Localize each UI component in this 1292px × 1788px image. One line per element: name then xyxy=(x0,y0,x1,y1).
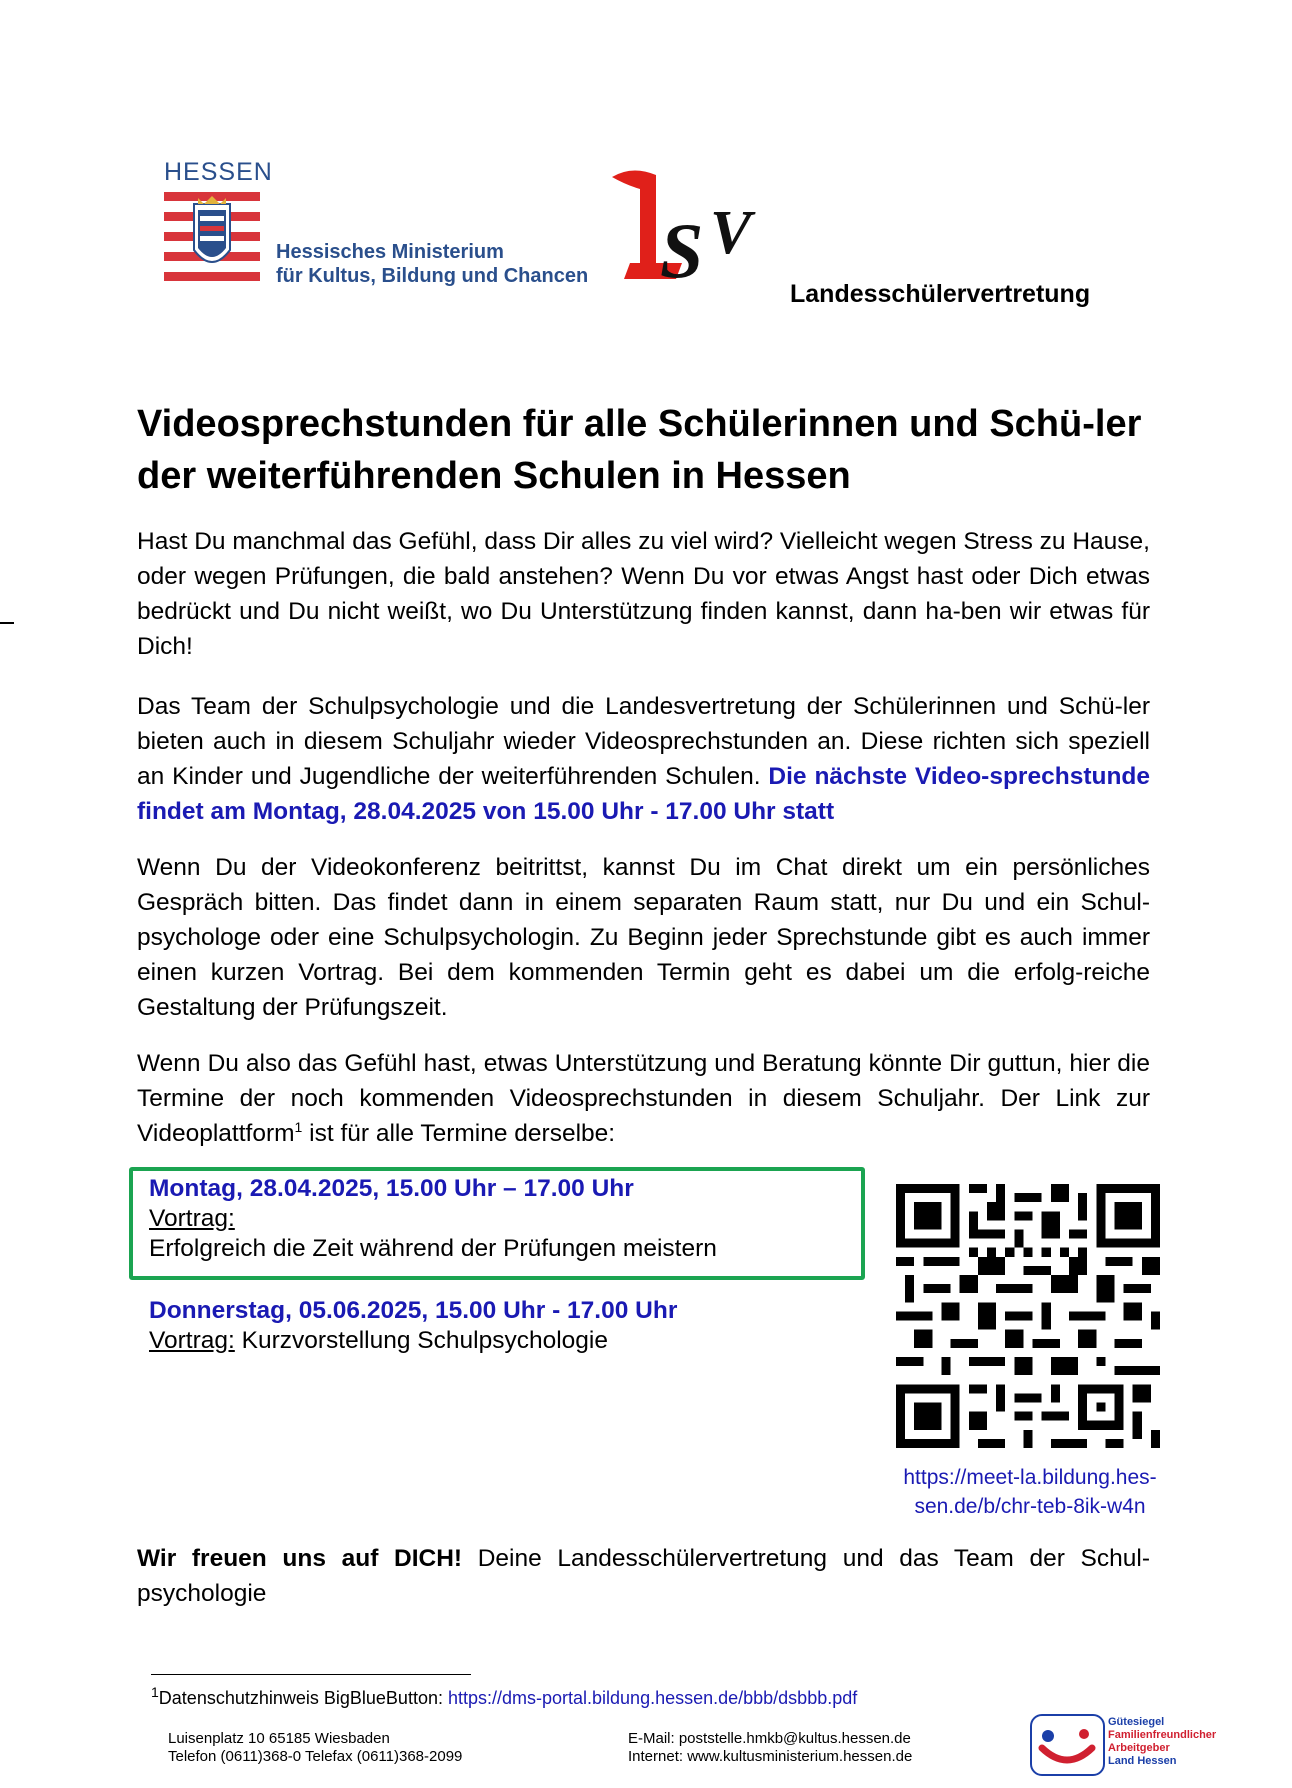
conference-paragraph: Wenn Du der Videokonferenz beitrittst, kannst Du im Chat direkt um ein persönliches Gespräch bitten. Das findet dann in einem separaten Raum statt, nur Du und ein Schul-psychologe oder eine Schulpsychologin. Zu Beginn jeder Sprechstunde gibt es auch immer einen kurzen Vortrag. Bei dem kommenden Termin geht es dabei um die erfolg-reiche Gestaltung der Prüfungszeit. xyxy=(137,854,1150,1021)
lsv-label: Landesschülervertretung xyxy=(790,280,1091,308)
meeting-link[interactable] xyxy=(880,1463,1180,1521)
next-session-highlight: Die nächste Video-sprechstunde findet am Montag, 28.04.2025 von 15.00 Uhr - 17.00 Uhr statt xyxy=(137,763,1150,825)
seal-logo-frame xyxy=(1030,1714,1105,1776)
hessen-wordmark: HESSEN xyxy=(164,158,273,186)
seal-line4: Land Hessen xyxy=(1108,1755,1177,1767)
meeting-link-line1[interactable]: https://meet-la.bildung.hes- xyxy=(903,1466,1157,1489)
address-phone: Telefon (0611)368-0 Telefax (0611)368-2099 xyxy=(168,1748,463,1765)
seal-line2: Familienfreundlicher xyxy=(1108,1729,1217,1741)
footnote-mark: 1 xyxy=(151,1684,159,1700)
team-paragraph-text: Das Team der Schulpsychologie und die Landesvertretung der Schülerinnen und Schü-ler bieten auch in diesem Schuljahr wieder Videosprechstunden an. Diese richten sich speziell an Kinder und Jugendliche der weiterführenden Schulen. xyxy=(137,693,1150,790)
contact-web: Internet: www.kultusministerium.hessen.de xyxy=(628,1748,913,1765)
contact-block xyxy=(628,1730,912,1766)
ministry-name-line2: für Kultus, Bildung und Chancen xyxy=(276,265,589,287)
seal-line3: Arbeitgeber xyxy=(1108,1742,1170,1754)
closing-bold: Wir freuen uns auf DICH! xyxy=(137,1545,463,1572)
smiley-seal-icon xyxy=(1032,1716,1103,1774)
event-2-label: Vortrag: xyxy=(149,1327,235,1354)
margin-mark xyxy=(0,622,14,624)
seal-text xyxy=(1108,1716,1216,1768)
footnote-link[interactable]: https://dms-portal.bildung.hessen.de/bbb/dsbbb.pdf xyxy=(447,1688,858,1708)
event-1-label: Vortrag: xyxy=(149,1205,235,1232)
footnote-ref: 1 xyxy=(294,1118,303,1135)
team-paragraph xyxy=(137,689,1150,829)
dates-intro-text: Wenn Du also das Gefühl hast, etwas Unterstützung und Beratung könnte Dir guttun, hier die Termine der noch kommenden Videosprechstunden in diesem Schuljahr. Der Link zur Videoplattform xyxy=(137,1050,1150,1147)
dates-intro-end: ist für alle Termine derselbe: xyxy=(302,1120,616,1147)
event-1-date: Montag, 28.04.2025, 15.00 Uhr – 17.00 Uhr xyxy=(149,1175,634,1202)
closing-paragraph xyxy=(137,1541,1150,1611)
qr-code-icon[interactable] xyxy=(896,1184,1160,1448)
address-street: Luisenplatz 10 65185 Wiesbaden xyxy=(168,1730,390,1747)
footnote-divider xyxy=(151,1674,471,1675)
hessen-coat-of-arms-icon xyxy=(164,190,260,286)
ministry-name-line1: Hessisches Ministerium xyxy=(276,241,504,263)
page-title: Videosprechstunden für alle Schülerinnen und Schü-ler der weiterführenden Schulen in Hessen xyxy=(137,403,1142,497)
meeting-link-line2[interactable]: sen.de/b/chr-teb-8ik-w4n xyxy=(914,1495,1146,1518)
footnote xyxy=(151,1684,858,1709)
event-1-topic: Erfolgreich die Zeit während der Prüfungen meistern xyxy=(149,1235,717,1262)
event-2-date: Donnerstag, 05.06.2025, 15.00 Uhr - 17.00 Uhr xyxy=(149,1297,678,1324)
svg-text:V: V xyxy=(710,199,752,267)
dates-intro-paragraph xyxy=(137,1046,1150,1151)
svg-text:S: S xyxy=(660,207,704,289)
lsv-logo-icon xyxy=(612,165,792,289)
address-block xyxy=(168,1730,462,1766)
intro-paragraph: Hast Du manchmal das Gefühl, dass Dir alles zu viel wird? Vielleicht wegen Stress zu Hause, oder wegen Prüfungen, die bald anstehen? Wenn Du vor etwas Angst hast oder Dich etwas bedrückt und Du nicht weißt, wo Du Unterstützung finden kannst, dann ha-ben wir etwas für Dich! xyxy=(137,528,1150,660)
seal-line1: Gütesiegel xyxy=(1108,1716,1165,1728)
event-2-line xyxy=(149,1327,608,1355)
event-2-topic: Kurzvorstellung Schulpsychologie xyxy=(234,1327,608,1354)
footnote-text: Datenschutzhinweis BigBlueButton: xyxy=(158,1688,448,1708)
contact-email: E-Mail: poststelle.hmkb@kultus.hessen.de xyxy=(628,1730,911,1747)
closing-text: Deine Landesschülervertretung und das Team der Schul-psychologie xyxy=(137,1545,1150,1607)
